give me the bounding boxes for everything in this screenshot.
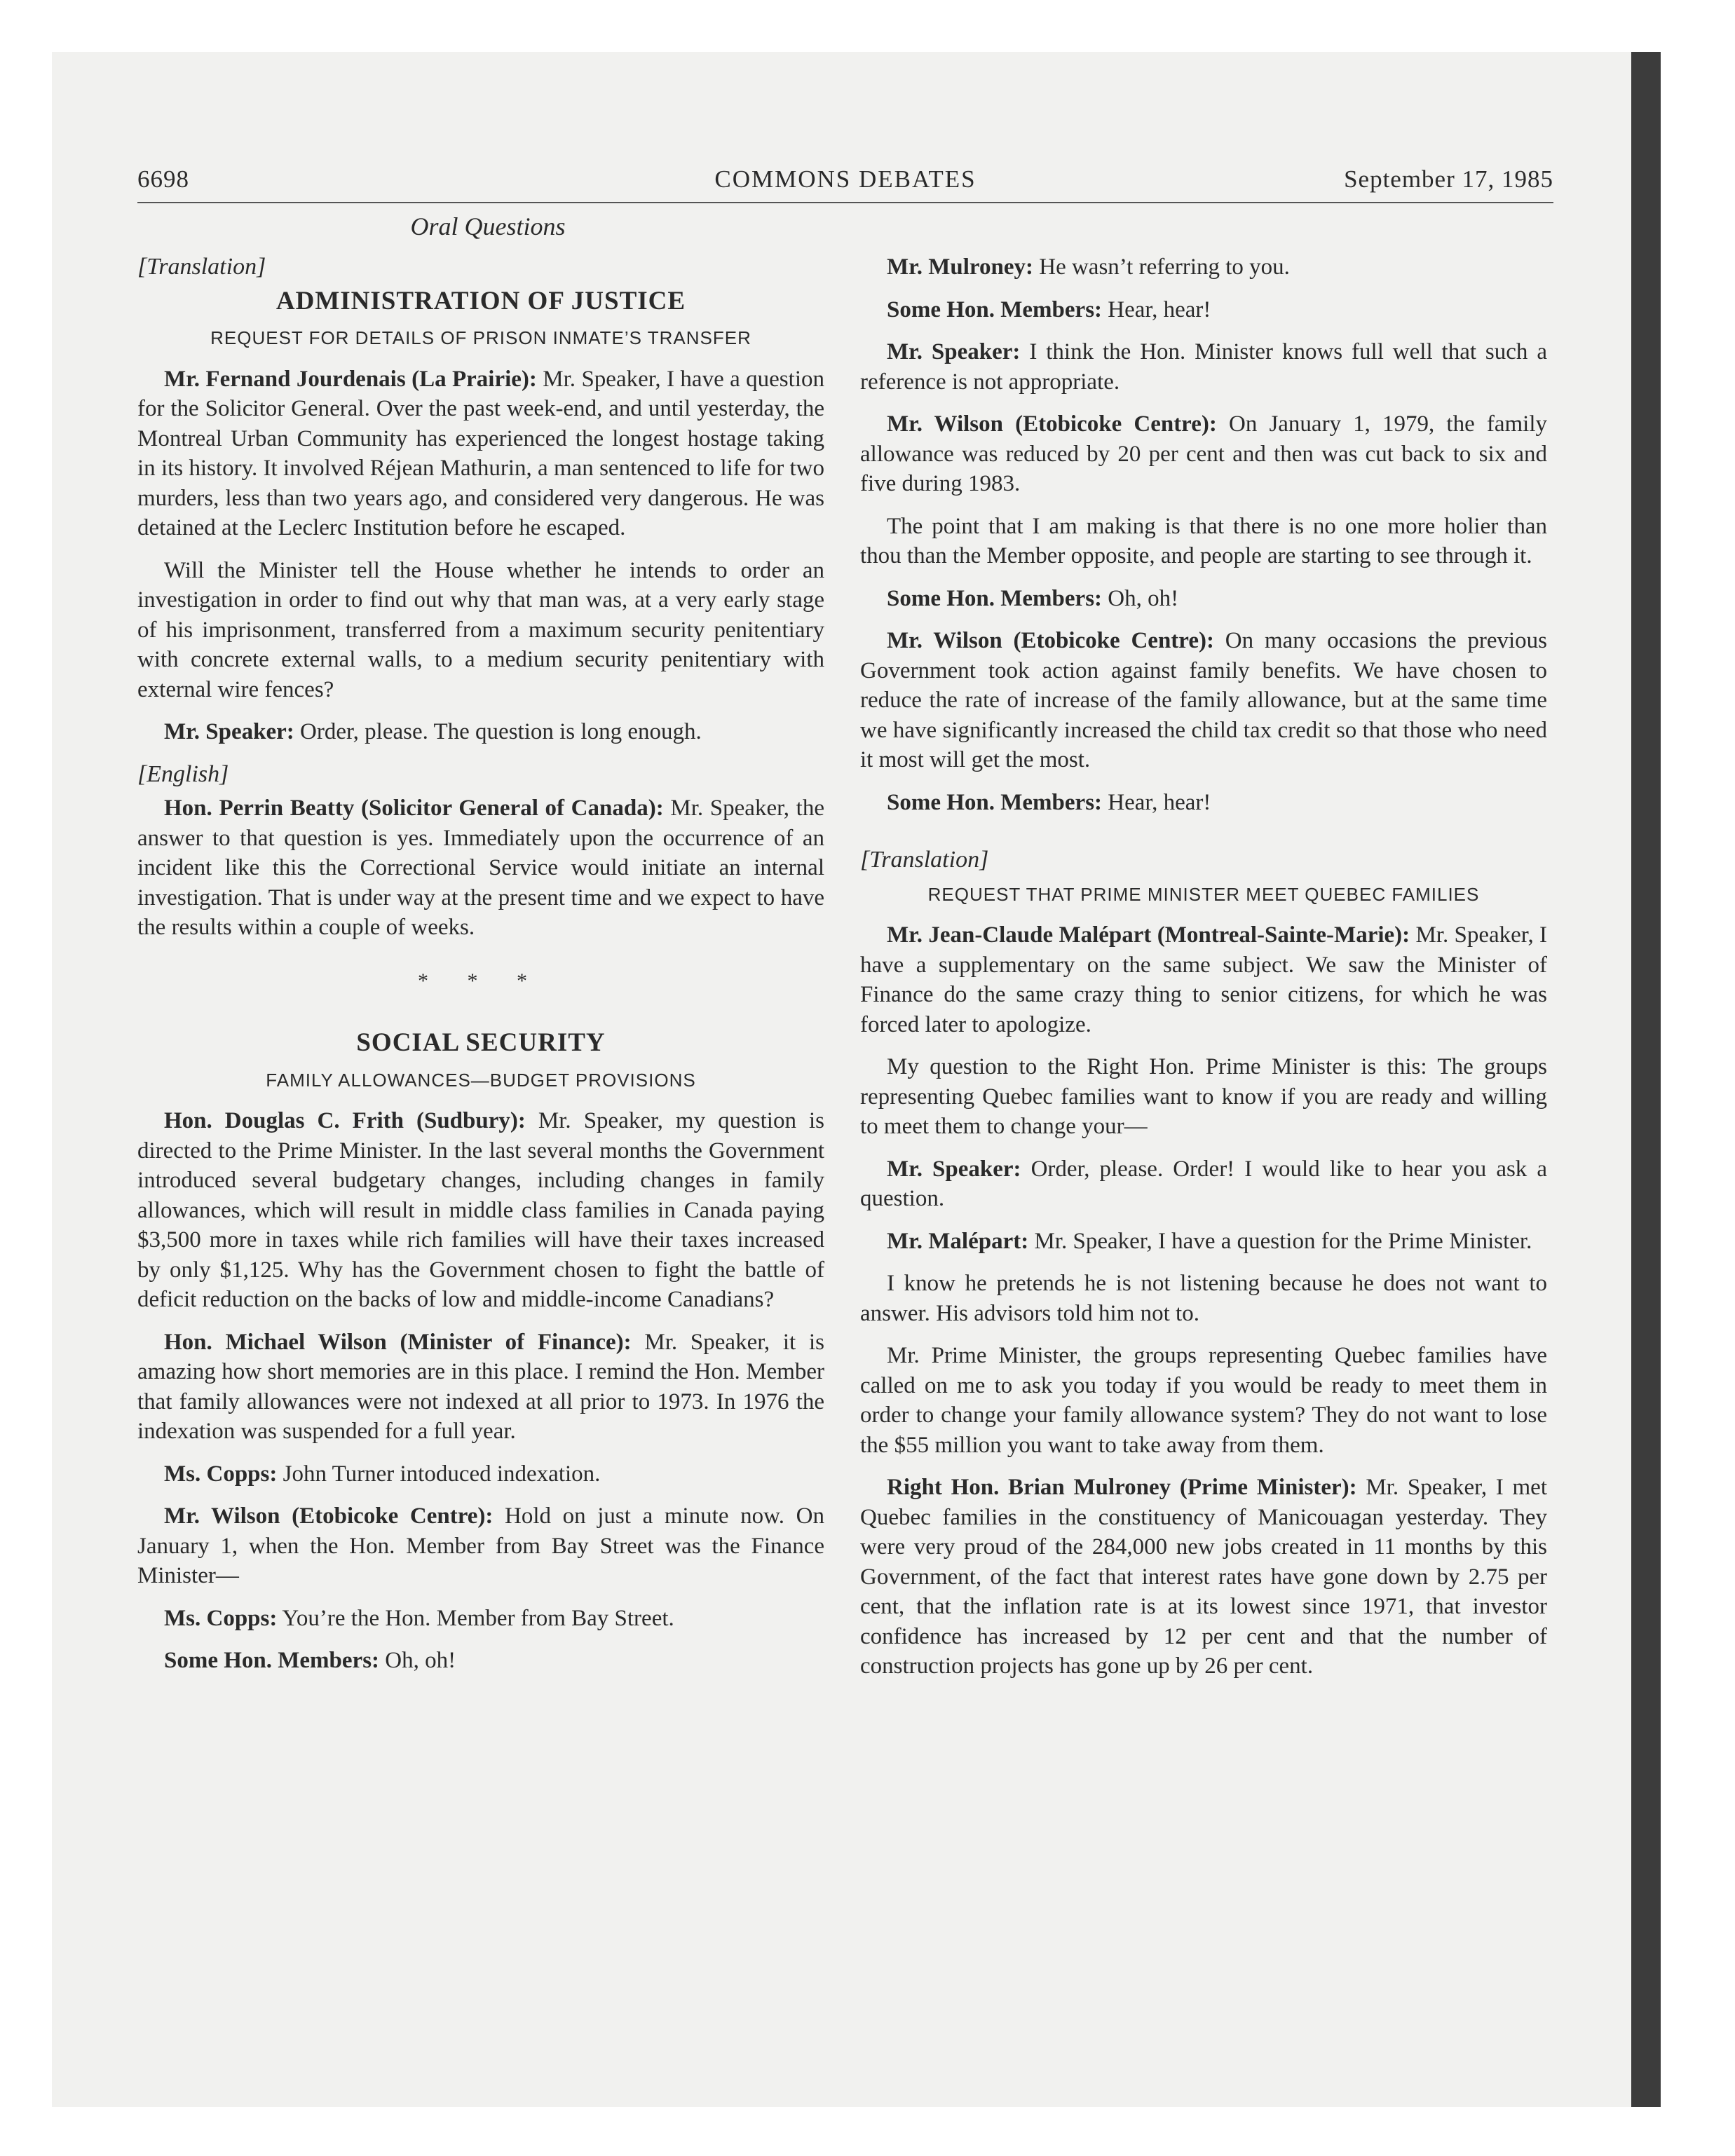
- speaker-name: Hon. Douglas C. Frith (Sudbury):: [164, 1108, 526, 1133]
- speech-text: You’re the Hon. Member from Bay Street.: [277, 1605, 674, 1631]
- paragraph: [137, 1646, 824, 1676]
- subheading-prison-transfer: REQUEST FOR DETAILS OF PRISON INMATE’S TRANSFER: [210, 327, 751, 348]
- paragraph: Mr. Prime Minister, the groups representing Quebec families have called on me to ask you today if you would be ready to meet them in order to change your family allowance system? They do not want to lose the $55 million you want to take away from them.: [860, 1343, 1547, 1458]
- speech-text: Hold on just a minute now. On January 1, when the Hon. Member from Bay Street was the Finance Minister—: [137, 1503, 825, 1588]
- paragraph: [860, 1227, 1547, 1257]
- speaker-name: Mr. Malépart:: [887, 1228, 1029, 1254]
- speaker-name: Ms. Copps:: [164, 1461, 278, 1487]
- speech-text: On many occasions the previous Government took action against family benefits. We have chosen to reduce the rate of increase of the family allowance, but at the same time we have significantly increased the child tax credit so that those who need it most will get the most.: [860, 628, 1547, 772]
- paragraph: [137, 1501, 824, 1591]
- paragraph: [137, 1106, 824, 1315]
- speaker-name: Mr. Wilson (Etobicoke Centre):: [887, 411, 1217, 437]
- translation-tag: [Translation]: [137, 254, 266, 280]
- publication-title: COMMONS DEBATES: [714, 165, 977, 193]
- speaker-name: Some Hon. Members:: [164, 1648, 380, 1673]
- paragraph: [137, 1328, 824, 1447]
- paragraph: [137, 793, 824, 943]
- heading-administration-of-justice: ADMINISTRATION OF JUSTICE: [275, 286, 686, 315]
- subheading-prime-minister-meet-families: REQUEST THAT PRIME MINISTER MEET QUEBEC FAMILIES: [927, 883, 1480, 905]
- paragraph: The point that I am making is that there is no one more holier than thou than the Member opposite, and people are starting to see through it.: [860, 513, 1547, 568]
- section-separator: * * *: [418, 969, 544, 992]
- heading-social-security: SOCIAL SECURITY: [356, 1028, 606, 1057]
- paragraph: [137, 1459, 824, 1489]
- speech-text: Hear, hear!: [1102, 789, 1211, 815]
- speech-text: Mr. Speaker, I met Quebec families in the constituency of Manicouagan yesterday. They were very proud of the 284,000 new jobs created in 11 months by this Government, of the fact that interest rates have gone down by 2.75 per cent, that the inflation rate is at its lowest since 1971, that investor confidence has increased by 12 per cent and that the number of construction projects has gone up by 26 per cent.: [860, 1475, 1547, 1679]
- speaker-name: Mr. Jean-Claude Malépart (Montreal-Sainte-Marie):: [887, 922, 1410, 948]
- speech-text: Mr. Speaker, my question is directed to the Prime Minister. In the last several months the Government introduced several budgetary changes, including changes in family allowances, which will result in middle class families in Canada paying $3,500 more in taxes while rich families will have their taxes increased by only $1,125. Why has the Government chosen to fight the battle of deficit reduction on the backs of low and middle-income Canadians?: [137, 1108, 825, 1312]
- speaker-name: Ms. Copps:: [164, 1605, 278, 1631]
- english-tag: [English]: [137, 760, 229, 787]
- speech-text: Mr. Speaker, I have a question for the Prime Minister.: [1028, 1228, 1532, 1254]
- paragraph: [860, 788, 1547, 818]
- speaker-name: Hon. Perrin Beatty (Solicitor General of Canada):: [164, 796, 664, 821]
- speech-text: Hear, hear!: [1102, 296, 1211, 322]
- speaker-name: Right Hon. Brian Mulroney (Prime Minister):: [887, 1475, 1357, 1500]
- speech-text: John Turner intoduced indexation.: [277, 1461, 601, 1487]
- speaker-name: Some Hon. Members:: [887, 296, 1103, 322]
- speech-text: Mr. Speaker, the answer to that question is yes. Immediately upon the occurrence of an incident like this the Correctional Service would initiate an internal investigation. That is under way at the present time and we expect to have the results within a couple of weeks.: [137, 796, 824, 940]
- speech-text: Order, please. Order! I would like to hear you ask a question.: [860, 1156, 1547, 1211]
- speaker-name: Mr. Mulroney:: [887, 254, 1033, 280]
- subheading-family-allowances: FAMILY ALLOWANCES—BUDGET PROVISIONS: [266, 1069, 696, 1091]
- speaker-name: Hon. Michael Wilson (Minister of Finance):: [164, 1329, 632, 1355]
- left-column: [137, 252, 824, 1688]
- page-number: 6698: [137, 165, 189, 193]
- paragraph: [860, 295, 1547, 325]
- paragraph: [137, 717, 824, 747]
- speaker-name: Mr. Fernand Jourdenais (La Prairie):: [164, 366, 537, 392]
- paragraph: [137, 1604, 824, 1634]
- speech-text: Mr. Speaker, I have a question for the Solicitor General. Over the past week-end, and until yesterday, the Montreal Urban Community has experienced the longest hostage taking in its history. It involved Réjean Mathurin, a man sentenced to life for two murders, less than two years ago, and considered very dangerous. He was detained at the Leclerc Institution before he escaped.: [137, 366, 824, 540]
- paragraph: [860, 626, 1547, 775]
- paragraph: [860, 252, 1547, 282]
- section-label: Oral Questions: [410, 212, 566, 240]
- paragraph: [860, 337, 1547, 397]
- speech-text: Oh, oh!: [379, 1648, 456, 1673]
- paragraph: I know he pretends he is not listening because he does not want to answer. His advisors told him not to.: [860, 1271, 1547, 1326]
- spacer: [860, 830, 1547, 845]
- speech-text: Oh, oh!: [1102, 585, 1179, 611]
- speaker-name: Some Hon. Members:: [887, 585, 1103, 611]
- paragraph: [860, 409, 1547, 499]
- paragraph: [860, 1473, 1547, 1681]
- speech-text: I think the Hon. Minister knows full well that such a reference is not appropriate.: [860, 339, 1547, 395]
- page-header: [137, 163, 1553, 203]
- paragraph: Will the Minister tell the House whether he intends to order an investigation in order to find out why that man was, at a very early stage of his imprisonment, transferred from a maximum security penitentiary with concrete external walls, to a medium security penitentiary with external wire fences?: [137, 557, 824, 702]
- binding-edge: [1631, 52, 1661, 2107]
- right-column: [860, 252, 1547, 1694]
- speaker-name: Some Hon. Members:: [887, 789, 1103, 815]
- paragraph: [860, 920, 1547, 1039]
- speech-text: Order, please. The question is long enough.: [294, 719, 702, 744]
- speaker-name: Mr. Speaker:: [887, 339, 1021, 364]
- paragraph: [137, 364, 824, 543]
- speaker-name: Mr. Wilson (Etobicoke Centre):: [164, 1503, 494, 1529]
- speech-text: Mr. Speaker, it is amazing how short memories are in this place. I remind the Hon. Member that family allowances were not indexed at all prior to 1973. In 1976 the indexation was suspended for a full year.: [137, 1329, 824, 1444]
- speech-text: On January 1, 1979, the family allowance was reduced by 20 per cent and then was cut back to six and five during 1983.: [860, 411, 1547, 496]
- translation-tag: [Translation]: [860, 847, 989, 873]
- speaker-name: Mr. Speaker:: [887, 1156, 1021, 1182]
- paragraph: [860, 584, 1547, 614]
- speaker-name: Mr. Speaker:: [164, 719, 294, 744]
- publication-date: September 17, 1985: [1344, 165, 1553, 193]
- speech-text: He wasn’t referring to you.: [1033, 254, 1290, 280]
- speech-text: Mr. Speaker, I have a supplementary on the same subject. We saw the Minister of Finance do the same crazy thing to senior citizens, for which he was forced later to apologize.: [860, 922, 1548, 1037]
- paragraph: [860, 1154, 1547, 1214]
- speaker-name: Mr. Wilson (Etobicoke Centre):: [887, 628, 1214, 653]
- paragraph: My question to the Right Hon. Prime Minister is this: The groups representing Quebec families want to know if you are ready and willing to meet them to change your—: [860, 1054, 1547, 1139]
